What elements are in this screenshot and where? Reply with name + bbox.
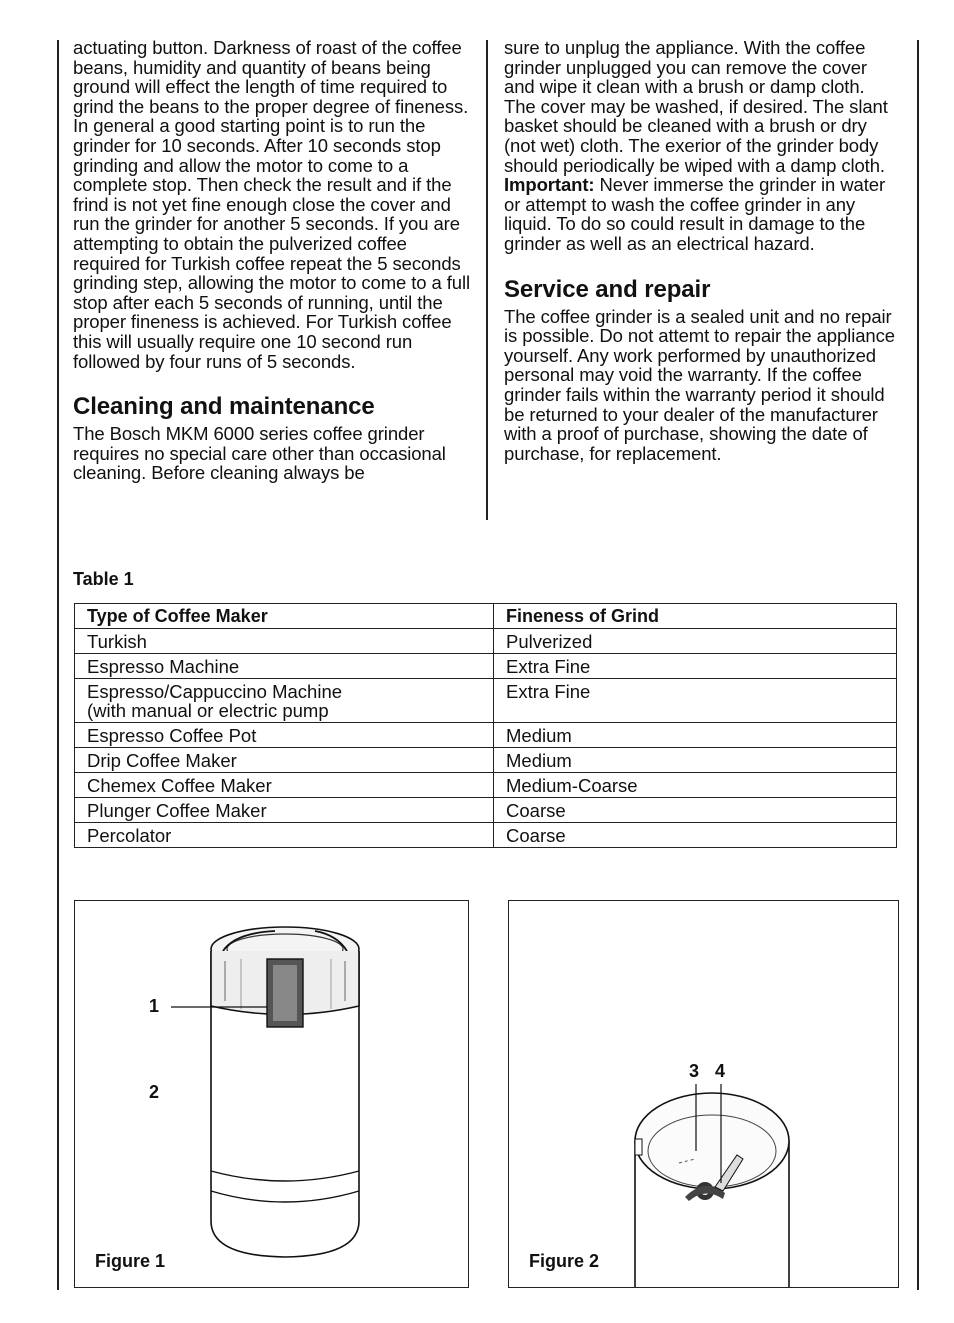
left-text-column xyxy=(73,38,473,483)
table-header-row xyxy=(75,604,897,629)
column-divider-right xyxy=(917,40,919,1290)
callout-2: 2 xyxy=(149,1082,160,1102)
table-body xyxy=(75,629,897,848)
important-text: Never immerse the grinder in water or attempt to wash the coffee grinder in any liquid. To do so could result in damage to the grinder as well as an electrical hazard. xyxy=(504,174,886,254)
fineness-cell: Extra Fine xyxy=(494,679,897,723)
cleaning-heading: Cleaning and maintenance xyxy=(73,393,375,421)
fineness-cell: Medium-Coarse xyxy=(494,773,897,798)
service-paragraph: The coffee grinder is a sealed unit and no repair is possible. Do not attemt to repair the appliance yourself. Any work performed by unauthorized personal may void the warranty. If the coffee grinder fails within the warranty period it should be returned to your dealer of the manufacturer with a proof of purchase, showing the date of purchase, for replacement. xyxy=(504,305,895,464)
table-row xyxy=(75,773,897,798)
cleaning-paragraph: The Bosch MKM 6000 series coffee grinder requires no special care other than occasional cleaning. Before cleaning always be xyxy=(73,423,446,484)
cleaning-continued-paragraph: sure to unplug the appliance. With the coffee grinder unplugged you can remove the cover and wipe it clean with a brush or damp cloth. The cover may be washed, if desired. The slant basket should be cleaned with a brush or dry (not wet) cloth. The exerior of the grinder body should periodically be wiped with a damp cloth. Important: Never immerse the grinder in water or attempt to wash the coffee grinder in any liquid. To do so could result in damage to the grinder as well as an electrical hazard. xyxy=(504,37,888,254)
coffee-maker-cell: Percolator xyxy=(75,823,494,848)
coffee-maker-cell: Drip Coffee Maker xyxy=(75,748,494,773)
column-divider-left xyxy=(57,40,59,1290)
coffee-maker-cell: Espresso/Cappuccino Machine (with manual or electric pump xyxy=(75,679,494,723)
figure-2-box xyxy=(508,900,899,1288)
callout-4: 4 xyxy=(715,1061,726,1081)
coffee-maker-cell: Espresso Machine xyxy=(75,654,494,679)
table-row xyxy=(75,798,897,823)
fineness-cell: Pulverized xyxy=(494,629,897,654)
fineness-cell: Coarse xyxy=(494,823,897,848)
important-label: Important: xyxy=(504,174,595,196)
column-divider-center xyxy=(486,40,488,520)
callout-1: 1 xyxy=(149,996,160,1016)
figure-1-box xyxy=(74,900,469,1288)
grind-table xyxy=(74,603,897,848)
fineness-cell: Coarse xyxy=(494,798,897,823)
header-coffee-maker: Type of Coffee Maker xyxy=(75,604,494,629)
figure-2-caption: Figure 2 xyxy=(529,1251,600,1271)
table-row xyxy=(75,723,897,748)
table-row xyxy=(75,654,897,679)
fineness-cell: Medium xyxy=(494,748,897,773)
coffee-maker-cell: Espresso Coffee Pot xyxy=(75,723,494,748)
header-fineness: Fineness of Grind xyxy=(494,604,897,629)
grinding-instructions-paragraph: actuating button. Darkness of roast of the coffee beans, humidity and quantity of beans being ground will effect the length of time required to grind the beans to the proper degree of fineness. In general a good starting point is to run the grinder for 10 seconds. After 10 seconds stop grinding and allow the motor to come to a complete stop. Then check the result and if the frind is not yet fine enough close the cover and run the grinder for another 5 seconds. If you are attempting to obtain the pulverized coffee required for Turkish coffee repeat the 5 seconds grinding step, allowing the motor to come to a full stop after each 5 seconds of running, until the proper fineness is achieved. For Turkish coffee this will usually require one 10 second run followed by four runs of 5 seconds. xyxy=(73,37,470,372)
table-label: Table 1 xyxy=(73,569,134,589)
coffee-maker-cell: Plunger Coffee Maker xyxy=(75,798,494,823)
coffee-maker-cell: Chemex Coffee Maker xyxy=(75,773,494,798)
table-row xyxy=(75,748,897,773)
grinder-open-illustration xyxy=(509,901,898,1287)
fineness-cell: Extra Fine xyxy=(494,654,897,679)
grinder-closed-illustration xyxy=(75,901,468,1287)
right-text-column xyxy=(504,38,896,463)
coffee-maker-cell: Turkish xyxy=(75,629,494,654)
service-heading: Service and repair xyxy=(504,275,711,303)
figure-1-caption: Figure 1 xyxy=(95,1251,166,1271)
callout-3: 3 xyxy=(689,1061,700,1081)
table-row xyxy=(75,679,897,723)
table-row xyxy=(75,629,897,654)
table-row xyxy=(75,823,897,848)
fineness-cell: Medium xyxy=(494,723,897,748)
